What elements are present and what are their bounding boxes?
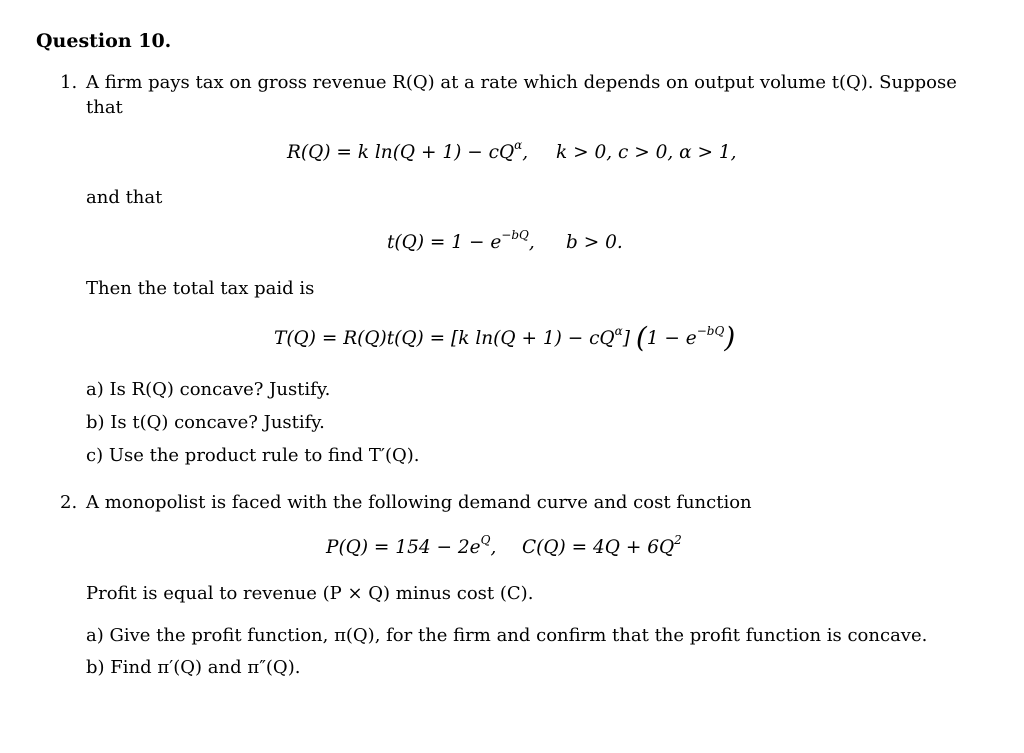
equation-revenue-exponent: α <box>514 137 523 152</box>
equation-total-tax-exponent: α <box>614 323 623 338</box>
and-that-text: and that <box>86 187 163 208</box>
equation-revenue-main: R(Q) = k ln(Q + 1) − cQ <box>287 142 515 163</box>
problem-1-part-b: b) Is t(Q) concave? Justify. <box>86 412 325 433</box>
problem-1-number: 1. <box>60 72 78 93</box>
equation-cost-main: C(Q) = 4Q + 6Q <box>522 537 675 558</box>
problem-1-part-a: a) Is R(Q) concave? Justify. <box>86 379 331 400</box>
problem-1-part-c: c) Use the product rule to find T′(Q). <box>86 445 420 466</box>
equation-total-tax-bracket: ] <box>622 328 630 349</box>
equation-demand-main: P(Q) = 154 − 2e <box>326 537 481 558</box>
problem-2-part-b: b) Find π′(Q) and π″(Q). <box>86 657 301 678</box>
question-title: Question 10. <box>36 30 172 52</box>
equation-demand-exponent: Q <box>480 532 491 547</box>
equation-tax-rate-condition: b > 0. <box>566 232 623 253</box>
equation-tax-rate-comma: , <box>528 232 535 253</box>
problem-1-intro-line1: A firm pays tax on gross revenue R(Q) at a rate which depends on output volume t(Q). Suppose <box>86 72 957 93</box>
profit-definition-text: Profit is equal to revenue (P × Q) minus cost (C). <box>86 583 534 604</box>
equation-total-tax-right-paren: ) <box>724 321 736 354</box>
equation-total-tax-part-a: T(Q) = R(Q)t(Q) = [k ln(Q + 1) − cQ <box>274 328 615 349</box>
equation-total-tax <box>274 321 736 354</box>
problem-2-intro: A monopolist is faced with the following demand curve and cost function <box>86 492 752 513</box>
equation-tax-rate-main: t(Q) = 1 − e <box>387 232 502 253</box>
problem-2-part-a: a) Give the profit function, π(Q), for the firm and confirm that the profit function is concave. <box>86 625 928 646</box>
equation-tax-rate <box>387 227 535 254</box>
equation-revenue-conditions: k > 0, c > 0, α > 1, <box>556 142 737 163</box>
equation-total-tax-part-c: 1 − e <box>646 328 697 349</box>
equation-tax-rate-exponent: −bQ <box>501 227 529 242</box>
equation-total-tax-left-paren: ( <box>635 321 647 354</box>
equation-revenue <box>287 137 529 164</box>
equation-cost <box>522 532 682 559</box>
equation-total-tax-exponent-2: −bQ <box>696 323 725 338</box>
equation-demand <box>326 532 497 559</box>
equation-revenue-comma: , <box>522 142 529 163</box>
then-text: Then the total tax paid is <box>86 278 315 299</box>
equation-cost-exponent: 2 <box>674 532 682 547</box>
problem-2-number: 2. <box>60 492 78 513</box>
equation-demand-comma: , <box>490 537 497 558</box>
problem-1-intro-line2: that <box>86 97 123 118</box>
